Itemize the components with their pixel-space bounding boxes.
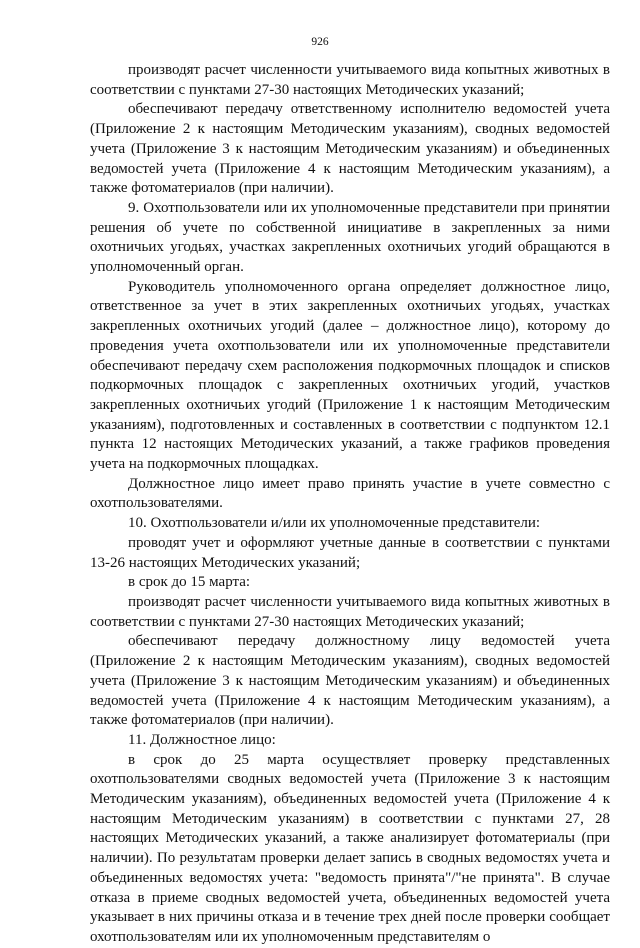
paragraph: проводят учет и оформляют учетные данные в соответствии с пунктами 13-26 настоящих Методических указаний; bbox=[90, 534, 610, 571]
paragraph: Руководитель уполномоченного органа определяет должностное лицо, ответственное за учет в этих закрепленных охотничьих угодьях, участках закрепленных охотничьих угодий (далее – должностное лицо), которому до проведения учета охотпользователи или их уполномоченные представители обеспечивают передачу схем расположения подкормочных площадок и списков подкормочных площадок с закрепленных охотничьих угодий, участков закрепленных охотничьих угодий (Приложение 1 к настоящим Методическим указаниям), подготовленных и составленных в соответствии с подпунктом 12.1 пункта 12 настоящих Методических указаний, а также графиков проведения учета на подкормочных площадках. bbox=[90, 278, 610, 473]
paragraph: обеспечивают передачу должностному лицу ведомостей учета (Приложение 2 к настоящим Методическим указаниям), сводных ведомостей учета (Приложение 3 к настоящим Методическим указаниям) и объединенных ведомостей учета (Приложение 4 к настоящим Методическим указаниям), а также фотоматериалов (при наличии). bbox=[90, 633, 610, 729]
paragraph: в срок до 25 марта осуществляет проверку представленных охотпользователями сводных ведомостей учета (Приложение 3 к настоящим Методическим указаниям), объединенных ведомостей учета (Приложение 4 к настоящим Методическим указаниям) в соответствии с пунктами 27, 28 настоящих Методических указаний, а также анализирует фотоматериалы (при наличии). По результатам проверки делает запись в сводных ведомостях учета и объединенных ведомостях учета: "ведомость принята"/"не принята". В случае отказа в приеме сводных ведомостей учета, объединенных ведомостей учета указывает в них причины отказа и в течение трех дней после проверки сообщает охотпользователям или их уполномоченным представителям о bbox=[90, 751, 610, 945]
paragraph: обеспечивают передачу ответственному исполнителю ведомостей учета (Приложение 2 к настоящим Методическим указаниям), сводных ведомостей учета (Приложение 3 к настоящим Методическим указаниям) и объединенных ведомостей учета (Приложение 4 к настоящим Методическим указаниям), а также фотоматериалов (при наличии). bbox=[90, 101, 610, 197]
paragraph: 10. Охотпользователи и/или их уполномоченные представители: bbox=[128, 515, 541, 532]
paragraph: 9. Охотпользователи или их уполномоченные представители при принятии решения об учете по собственной инициативе в закрепленных за ними охотничьих угодьях, участках закрепленных охотничьих угодий обращаются в уполномоченный орган. bbox=[90, 199, 610, 276]
paragraph: производят расчет численности учитываемого вида копытных животных в соответствии с пунктами 27-30 настоящих Методических указаний; bbox=[90, 593, 610, 630]
paragraph: 11. Должностное лицо: bbox=[128, 731, 276, 748]
paragraph: производят расчет численности учитываемого вида копытных животных в соответствии с пунктами 27-30 настоящих Методических указаний; bbox=[90, 62, 610, 98]
document-body bbox=[90, 61, 610, 948]
paragraph: в срок до 15 марта: bbox=[128, 574, 251, 591]
page-number: 926 bbox=[311, 36, 329, 48]
paragraph: Должностное лицо имеет право принять участие в учете совместно с охотпользователями. bbox=[90, 475, 610, 512]
